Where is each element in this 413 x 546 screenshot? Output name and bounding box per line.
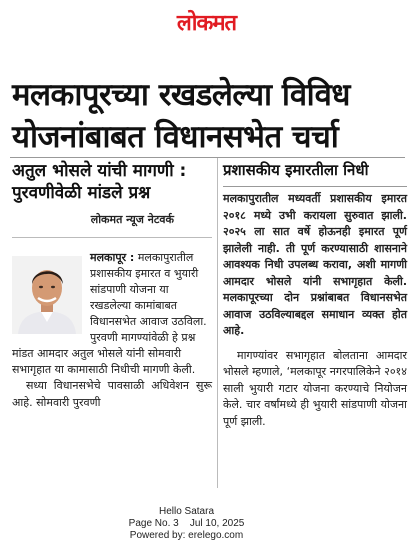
dateline-place: मलकापूर : [90, 251, 135, 264]
headline-rule [10, 157, 405, 158]
left-subhead-line-1: अतुल भोसले यांची मागणी : [12, 161, 187, 181]
footer-edition: Hello Satara [158, 506, 215, 517]
headline-line-1: मलकापूरच्या रखडलेल्या विविध [12, 77, 350, 113]
person-portrait-icon [12, 256, 82, 334]
para-3: सध्या विधानसभेचे पावसाळी अधिवेशन सुरू आहे. सोमवारी पुरवणी [12, 379, 212, 409]
footer-page-date [0, 518, 413, 530]
right-body-text: मागण्यांवर सभागृहात बोलताना आमदार भोसले म्हणाले, ‘मलकापूर नगरपालिकेने २०१४ साली भुयारी गटार योजना करण्याचे नियोजन केले. चार वर्षांमध्ये ही भुयारी सांडपाणी योजना पूर्ण झाली. [223, 348, 407, 428]
summary-box: मलकापुरातील मध्यवर्ती प्रशासकीय इमारत २०१८ मध्ये उभी करायला सुरुवात झाली. २०२५ ला सात वर्षे होऊनही इमारत पूर्ण झालेली नाही. ती पूर्ण करण्यासाठी शासनाने आवश्यक निधी उपलब्ध करावा, अशी मागणी आमदार भोसले यांनी सभागृहात केली. मलकापूरच्या दोन प्रश्नांबाबत विधानसभेत आवाज उठविल्याबद्दल समाधान व्यक्त होत आहे. [223, 186, 407, 340]
para-2: पुरवणी मागण्यांवेळी हे प्रश्न मांडत आमदार अतुल भोसले यांनी सोमवारी सभागृहात या कामासाठी निधीची मागणी केली. [12, 331, 196, 376]
footer-date: Jul 10, 2025 [189, 518, 245, 529]
right-subhead: प्रशासकीय इमारतीला निधी [223, 161, 369, 179]
lead-paragraph [12, 250, 212, 411]
masthead-logo: लोकमत [176, 10, 237, 36]
column-divider [217, 158, 218, 488]
headline-line-2: योजनांबाबत विधानसभेत चर्चा [12, 119, 339, 155]
footer [0, 506, 413, 542]
byline: लोकमत न्यूज नेटवर्क [90, 213, 174, 226]
left-subhead [12, 160, 212, 204]
right-column [223, 160, 407, 441]
headline [12, 74, 408, 158]
left-column [12, 160, 212, 411]
footer-powered[interactable]: Powered by: erelego.com [129, 530, 244, 541]
lead-text: मलकापुरातील प्रशासकीय इमारत व भुयारी सांडपाणी योजना या रखडलेल्या कामांबाबत विधानसभेत आवाज उठविला. [90, 251, 207, 328]
left-subhead-line-2: पुरवणीवेळी मांडले प्रश्न [12, 183, 151, 203]
byline-rule [12, 237, 212, 238]
footer-page: Page No. 3 [128, 518, 179, 529]
